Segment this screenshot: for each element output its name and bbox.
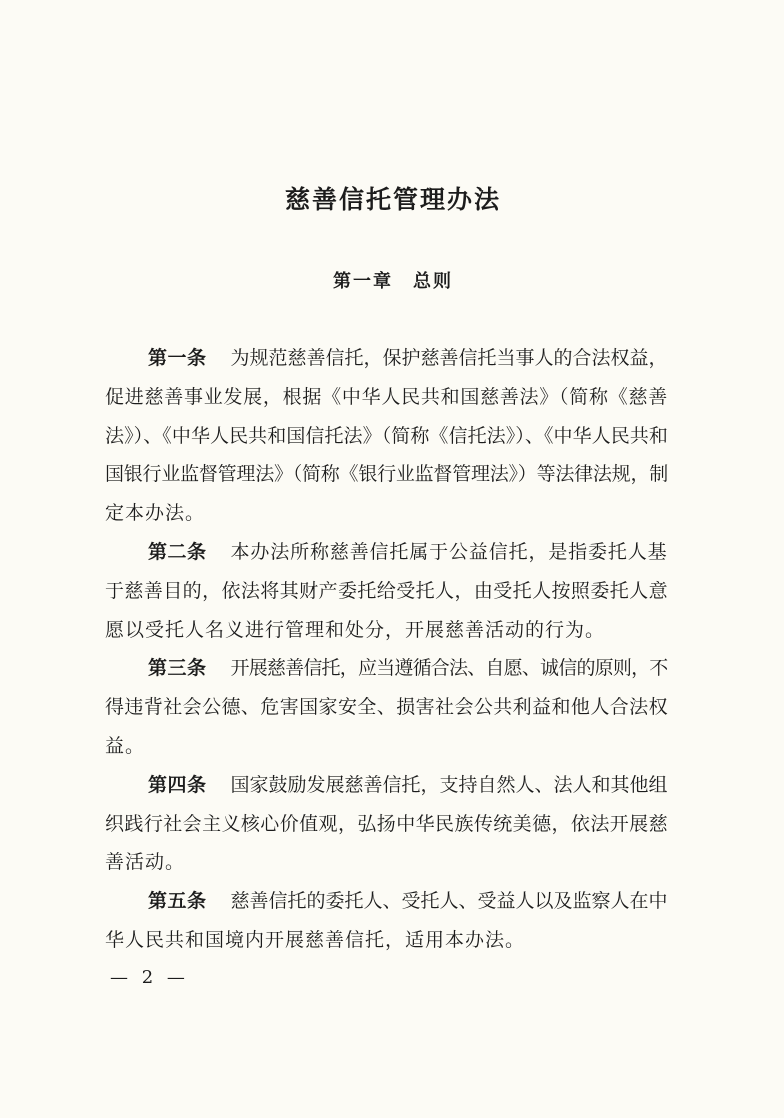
article-line (105, 805, 668, 844)
article-text: 本办法所称慈善信托属于公益信托，是指委托人基 (230, 540, 668, 563)
article-4 (105, 766, 668, 882)
article-label: 第五条 (148, 890, 207, 913)
article-label: 第四条 (148, 773, 207, 796)
article-label: 第二条 (148, 540, 207, 563)
article-line (105, 533, 668, 572)
article-text: 愿以受托人名义进行管理和处分，开展慈善活动的行为。 (105, 618, 606, 641)
page-number: — 2 — (110, 967, 189, 988)
article-line (105, 417, 668, 456)
article-line (105, 611, 668, 650)
article-line (105, 727, 668, 766)
article-line (105, 572, 668, 611)
article-text: 促进慈善事业发展，根据《中华人民共和国慈善法》（简称《慈善 (105, 385, 668, 408)
article-line (105, 455, 668, 494)
article-text: 得违背社会公德、危害国家安全、损害社会公共利益和他人合法权 (105, 696, 668, 719)
article-text: 善活动。 (105, 851, 186, 874)
article-line (105, 843, 668, 882)
article-label: 第一条 (148, 347, 207, 369)
article-3 (105, 649, 668, 765)
article-5 (105, 882, 668, 960)
article-line (105, 766, 668, 805)
article-text: 法》）、《中华人民共和国信托法》（简称《信托法》）、《中华人民共和 (105, 424, 668, 447)
article-text: 于慈善目的，依法将其财产委托给受托人，由受托人按照委托人意 (105, 579, 668, 602)
article-line (105, 688, 668, 727)
document-body (105, 339, 668, 960)
article-line (105, 882, 668, 921)
article-text: 开展慈善信托，应当遵循合法、自愿、诚信的原则，不 (230, 657, 668, 680)
article-label: 第三条 (148, 657, 207, 680)
article-line (105, 921, 668, 960)
article-text: 定本办法。 (105, 502, 206, 525)
article-text: 华人民共和国境内开展慈善信托，适用本办法。 (105, 928, 526, 951)
article-2 (105, 533, 668, 649)
chapter-heading: 第一章 总则 (333, 271, 453, 292)
article-text: 国家鼓励发展慈善信托，支持自然人、法人和其他组 (230, 773, 668, 796)
article-text: 为规范慈善信托，保护慈善信托当事人的合法权益， (230, 347, 668, 369)
article-text: 慈善信托的委托人、受托人、受益人以及监察人在中 (230, 890, 668, 913)
article-line (105, 649, 668, 688)
article-line (105, 494, 668, 533)
document-title: 慈善信托管理办法 (284, 185, 501, 214)
article-text: 国银行业监督管理法》（简称《银行业监督管理法》）等法律法规，制 (105, 463, 668, 486)
article-text: 织践行社会主义核心价值观，弘扬中华民族传统美德，依法开展慈 (105, 812, 668, 835)
article-1 (105, 339, 668, 533)
article-line (105, 339, 668, 378)
article-line (105, 378, 668, 417)
article-text: 益。 (105, 734, 146, 757)
